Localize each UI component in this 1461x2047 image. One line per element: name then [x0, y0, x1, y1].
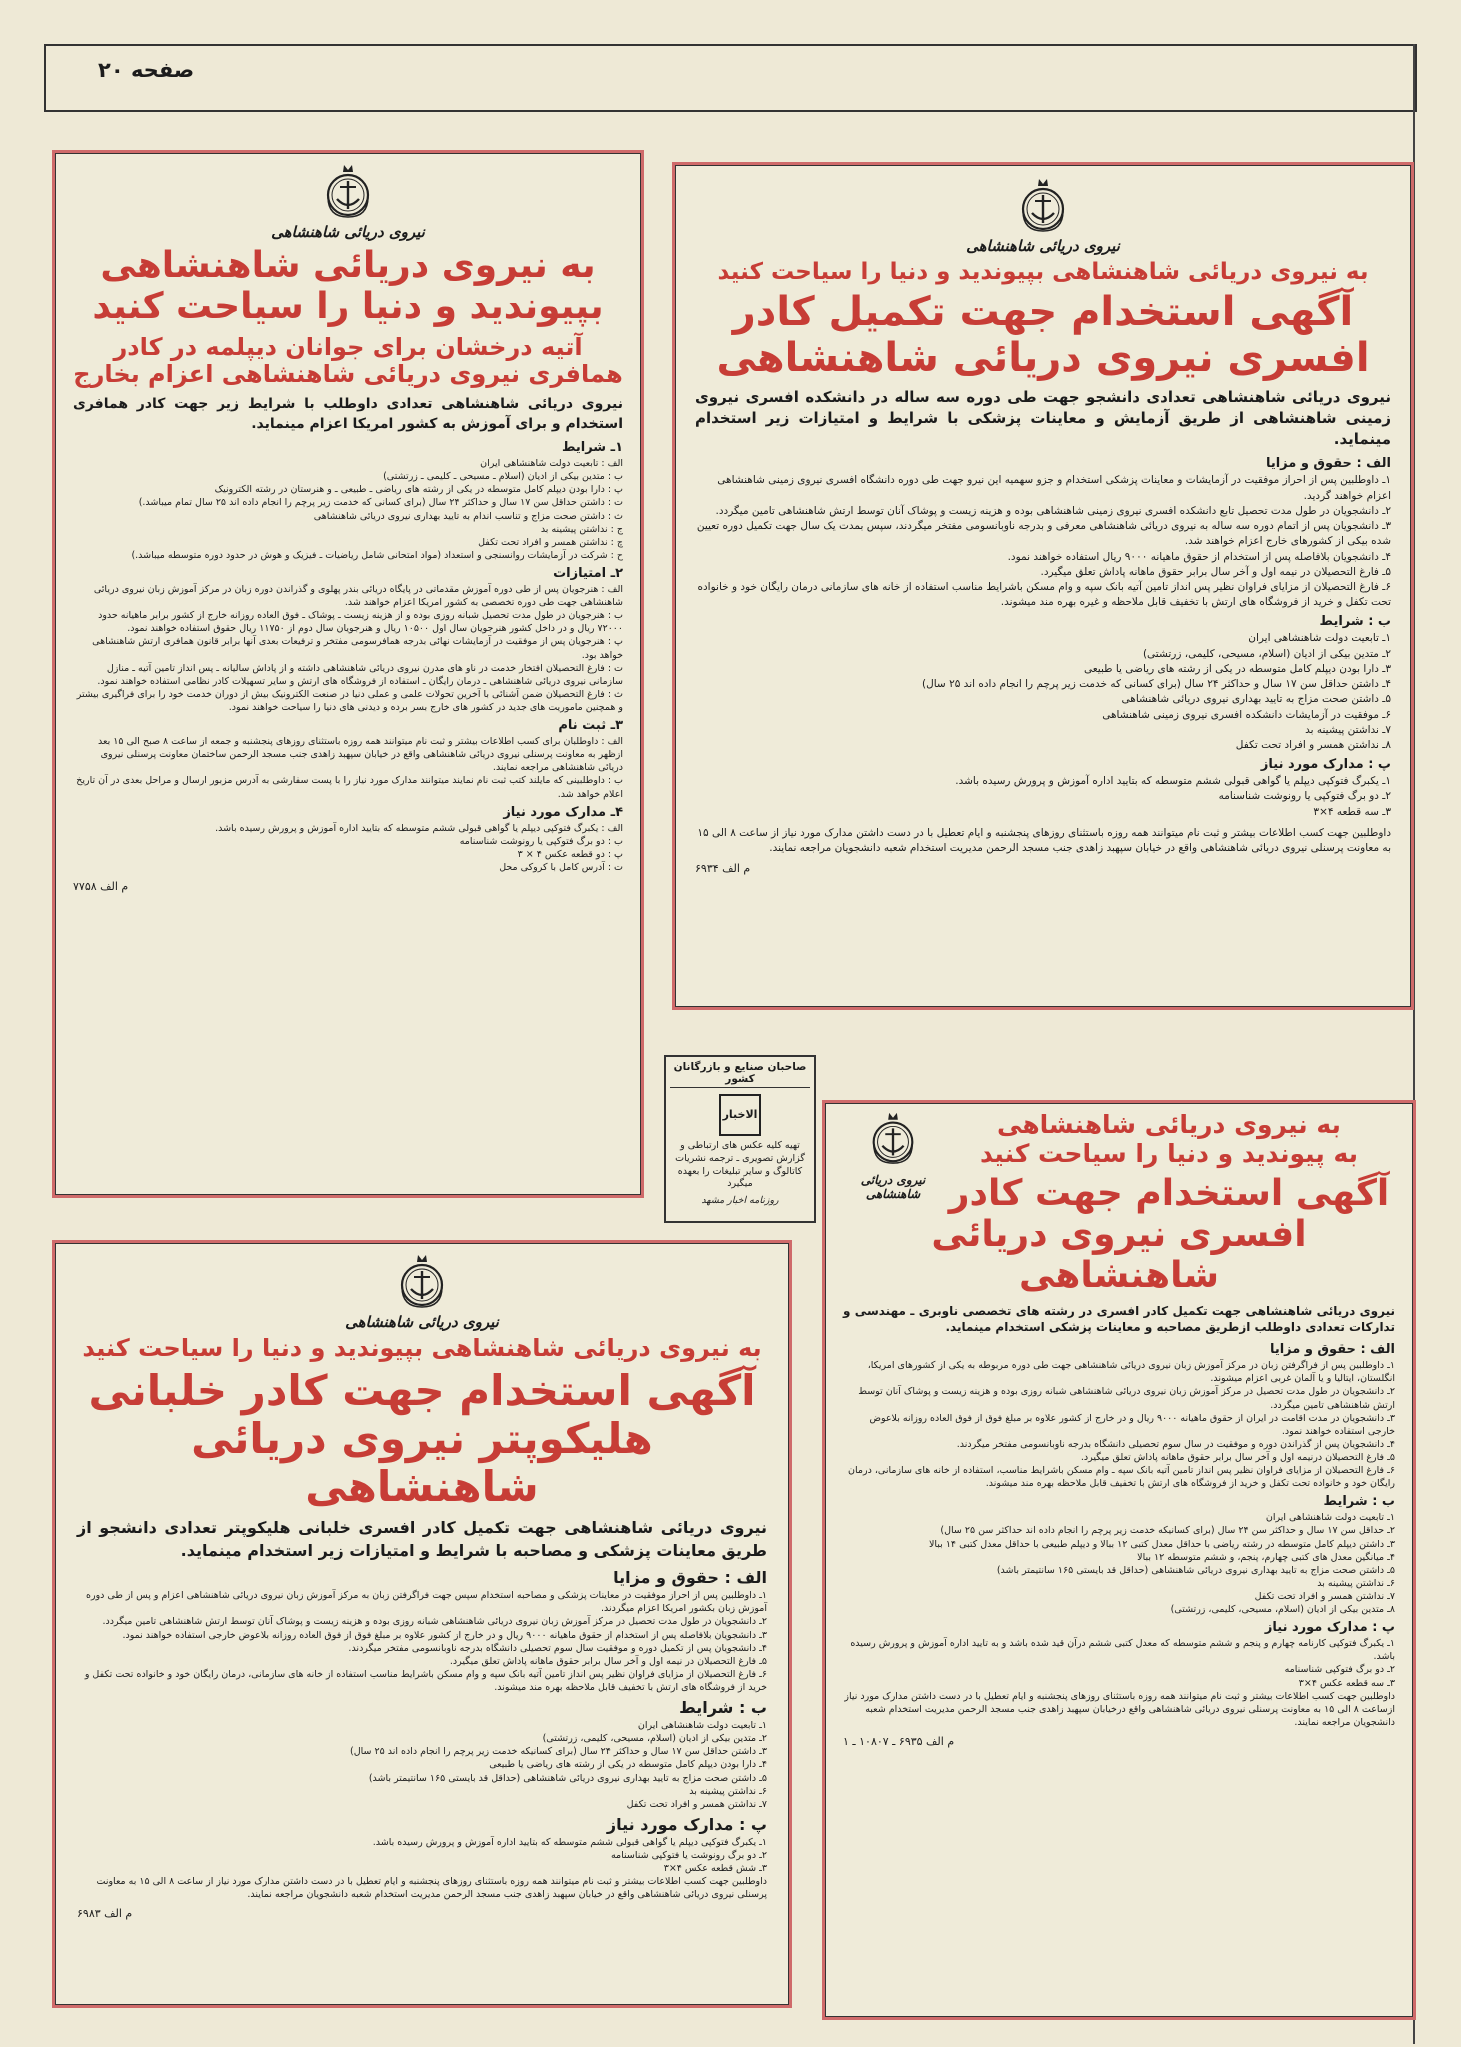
list-item: ۷ـ نداشتن همسر و افراد تحت تکفل: [1254, 1591, 1395, 1603]
list-item: ۶ـ نداشتن پیشینه بد: [1317, 1577, 1395, 1589]
list-item: ۳ـ دارا بودن دیپلم کامل متوسطه در یکی از رشته های ریاضی یا طبیعی: [1083, 662, 1391, 675]
ad-pretitle: به نیروی دریائی شاهنشاهی بپیوندید و دنیا را سیاحت کنید: [82, 1334, 762, 1362]
ad-officer-recruitment-specialist: [822, 1100, 1416, 2020]
ad-logo: [843, 1111, 943, 1205]
list-item: پ : هنرجویان پس از موفقیت در آزمایشات نهائی بدرجه همافرسومی مفتخر و ترفیعات بعدی آنها برابر قانون همافری ارتش شاهنشاهی خواهد بود.: [92, 636, 623, 661]
page-number: صفحه ۲۰: [98, 58, 195, 82]
list-item: ث : فارغ التحصیلان ضمن آشنائی با آخرین تحولات علمی و عملی دنیا در صنعت الکترونیک بیش از دوران خدمت خود را برای فراگیری بیشتر و همچنین ماموریت های جدید در کشور های خارج بسر برده و دیدنی های دنیا را سیاحت خواهند نمود.: [76, 688, 623, 714]
ad-intro: نیروی دریائی شاهنشاهی جهت تکمیل کادر افسری در رشته های تخصصی ناوبری ـ مهندسی و تدارکات تعدادی داوطلب ازطریق مصاحبه و معاینات پزشکی استخدام مینماید.: [843, 1303, 1395, 1335]
list-item: ۴ـ دانشجویان پس از گذراندن دوره و موفقیت در سال سوم تحصیلی دانشگاه بدرجه ناوبانسومی مفتخر میگردند.: [956, 1438, 1395, 1450]
brand-name: نیروی دریائی شاهنشاهی: [860, 1173, 926, 1201]
list-item: ۱ـ تابعیت دولت شاهنشاهی ایران: [1248, 632, 1391, 645]
ad-title: آگهی استخدام جهت کادر خلبانی: [88, 1365, 756, 1415]
brand-name: نیروی دریائی شاهنشاهی: [966, 237, 1120, 255]
section-heading: پ : مدارک مورد نیاز: [1264, 1620, 1395, 1636]
ad-officer-recruitment-3year: [672, 162, 1414, 1010]
section-heading: ۱ـ شرایط: [561, 440, 623, 456]
list-item: ۶ـ موفقیت در آزمایشات دانشکده افسری نیروی زمینی شاهنشاهی: [1102, 708, 1391, 721]
list-item: الف : هنرجویان پس از طی دوره آموزش مقدماتی در پایگاه دریائی بندر پهلوی و گذراندن دوره زبان در مرکز آموزش زبان نیروی دریائی شاهنشاهی جهت طی دوره تخصصی به کشور امریکا اعزام خواهند شد.: [93, 584, 623, 609]
list-item: ۲ـ دو برگ رونوشت یا فتوکپی شناسنامه: [610, 1850, 767, 1862]
list-item: ت : فارغ التحصیلان افتخار خدمت در ناو های مدرن نیروی دریائی شاهنشاهی داشته و از پاداش سالیانه ـ پس انداز تامین آتیه ـ منازل سازمانی نیروی دریائی شاهنشاهی ـ درمان رایگان ـ استفاده از فروشگاه های ارتش و سایر تسهیلات کادر نظامی استفاده خواهند نمود.: [97, 662, 623, 687]
list-item: ۵ـ داشتن صحت مزاج به تایید بهداری نیروی دریائی شاهنشاهی (حداقل قد بایستی ۱۶۵ سانتیمتر باشد): [368, 1772, 767, 1784]
list-item: ۲ـ دانشجویان در طول مدت تحصیل تابع دانشکده افسری نیروی زمینی شاهنشاهی بوده و هزینه زیست و پوشاک آنان توسط ارتش شاهنشاهی تامین میگردد.: [715, 504, 1391, 517]
ad-title: آگهی استخدام جهت کادر: [948, 1172, 1390, 1214]
section-heading: ۲ـ امتیازات: [553, 566, 623, 582]
ad-closing: داوطلبین جهت کسب اطلاعات بیشتر و ثبت نام میتوانند همه روزه باستثنای روزهای پنجشنبه و ایام تعطیل با در دست داشتن مدارک مورد نیاز از ساعت ۸ الی ۱۵ به معاونت پرسنلی نیروی دریائی شاهنشاهی واقع در خیابان سپهبد زاهدی جنب مسجد الرحمن مدیریت استخدام شعبه دانشجویان مراجعه نمایند.: [697, 826, 1391, 855]
section-heading: الف : حقوق و مزایا: [1265, 456, 1391, 472]
list-item: ۳ـ سه قطعه ۴×۳: [1313, 805, 1391, 818]
ad-subtitle-line2: همافری نیروی دریائی شاهنشاهی اعزام بخارج: [73, 360, 623, 389]
list-item: ۴ـ میانگین معدل های کتبی چهارم، پنجم، و ششم متوسطه ۱۲ ببالا: [1137, 1551, 1395, 1563]
list-item: ت : داشتن حداقل سن ۱۷ سال و حداکثر ۲۴ سال (برای کسانی که خدمت زیر پرچم را انجام داده اند ۲۵ سال تمام میباشد.): [138, 497, 623, 509]
list-item: ۲ـ متدین بیکی از ادیان (اسلام، مسیحی، کلیمی، زرتشتی): [542, 1733, 767, 1745]
section-heading: ب : شرایط: [679, 1698, 767, 1718]
ad-title-block: [943, 1111, 1395, 1214]
ad-title: به نیروی دریائی شاهنشاهی: [100, 245, 596, 286]
list-item: ۱ـ داوطلبین پس از فراگرفتن زبان در مرکز آموزش زبان نیروی دریائی شاهنشاهی جهت طی دوره مربوطه به یکی از کشورهای امریکا، انگلستان، ایتالیا و یا آلمان غربی اعزام میشوند.: [867, 1360, 1395, 1385]
list-item: ۵ـ داشتن صحت مزاج به تایید بهداری نیروی دریائی شاهنشاهی (حداقل قد بایستی ۱۶۵ سانتیمتر باشد): [996, 1564, 1395, 1576]
list-item: ۶ـ فارغ التحصیلان از مزایای فراوان نظیر پس انداز تامین آتیه بانک سپه و وام مسکن باشرایط مناسب استفاده از خانه های سازمانی درمان رایگان خود و خانواده تحت تکفل و خرید از فروشگاه های ارتش با تخفیف قابل ملاحظه و غیره بهره مند میشوند.: [697, 580, 1391, 609]
ad-reference: م الف ۶۹۳۴: [695, 862, 751, 876]
list-item: الف : تابعیت دولت شاهنشاهی ایران: [480, 458, 623, 470]
list-item: الف : یکبرگ فتوکپی دیپلم یا گواهی قبولی ششم متوسطه که بتایید اداره آموزش و پرورش رسیده باشد.: [215, 822, 623, 834]
list-item: ۵ـ فارغ التحصیلان درنیمه اول و آخر سال برابر حقوق ماهانه پاداش تعلق میگیرد.: [1080, 1452, 1395, 1464]
ad-title-line2: هلیکوپتر نیروی دریائی شاهنشاهی: [191, 1413, 653, 1512]
list-item: ۷ـ نداشتن پیشینه بد: [1305, 723, 1391, 736]
ad-pretitle: به نیروی دریائی شاهنشاهی: [997, 1110, 1341, 1139]
list-item: ۲ـ دو برگ فتوکپی یا رونوشت شناسنامه: [1218, 790, 1391, 803]
list-item: ۶ـ فارغ التحصیلان از مزایای فراوان نظیر پس انداز تامین آتیه بانک سپه ـ وام مسکن باشرایط مناسب، استفاده از خانه های سازمانی، درمان رایگان خود و خانواده تحت تکفل و خرید از فروشگاه های ارتش با تخفیف قابل ملاحظه بهره مند میشوند.: [848, 1465, 1395, 1490]
ad-helicopter-pilot-recruitment: [52, 1240, 792, 2008]
list-item: ۳ـ دانشجویان در مدت اقامت در ایران از حقوق ماهیانه ۹۰۰۰ ریال و در خارج از کشور علاوه بر مبلغ فوق از فوق العاده روزانه بلاعوض خارجی استفاده خواهند نمود.: [869, 1412, 1395, 1437]
list-item: ج : نداشتن پیشینه بد: [540, 523, 623, 535]
list-item: ۲ـ متدین بیکی از ادیان (اسلام، مسیحی، کلیمی، زرتشتی): [1142, 647, 1391, 660]
list-item: ۱ـ یکبرگ فتوکپی کارنامه چهارم و پنجم و ششم متوسطه که معدل کتبی ششم درآن قید شده باشد و به تایید اداره آموزش و پرورش رسیده باشد.: [850, 1638, 1395, 1663]
list-item: ب : هنرجویان در طول مدت تحصیل شبانه روزی بوده و از هزینه زیست ـ پوشاک ـ فوق العاده روزانه خارج از کشور برابر ماهیانه حدود ۷۲۰۰۰ ریال و در داخل کشور هنرجویان سال اول ۱۰۵۰۰ ریال و هنرجویان سال دوم از ۱۱۷۵۰ ریال حقوق استفاده خواهند نمود.: [98, 610, 623, 635]
list-item: ۱ـ تابعیت دولت شاهنشاهی ایران: [1265, 1512, 1395, 1524]
list-item: ۳ـ دانشجویان بلافاصله پس از استخدام از حقوق ماهیانه ۹۰۰۰ ریال و در خارج از کشور علاوه بر مبلغ فوق از فوق العاده روزانه بلاعوض خارجی استفاده خواهند نمود.: [122, 1629, 767, 1641]
navy-emblem-icon: [863, 1111, 923, 1167]
navy-emblem-icon: [391, 1253, 453, 1311]
press-box-text: تهیه کلیه عکس های ارتباطی و گزارش تصویری ـ ترجمه نشریات کاتالوگ و سایر تبلیغات را بعهده میگیرد: [675, 1140, 805, 1190]
list-item: ۲ـ حداقل سن ۱۷ سال و حداکثر سن ۲۴ سال (برای کسانیکه خدمت زیر پرچم را انجام داده اند حداکثر سن ۲۵ سال): [940, 1525, 1395, 1537]
list-item: ح : شرکت در آزمایشات روانسنجی و استعداد (مواد امتحانی شامل ریاضیات ـ فیزیک و هوش در حدود دوره متوسطه میباشد.): [131, 549, 623, 561]
list-item: ۳ـ سه قطعه عکس ۴×۳: [1298, 1677, 1395, 1689]
press-logo: الاخبار: [719, 1094, 761, 1136]
ad-closing: داوطلبین جهت کسب اطلاعات بیشتر و ثبت نام میتوانند همه روزه باستثنای روزهای پنجشنبه و ایام تعطیل با در دست داشتن مدارک مورد نیاز ازساعت ۸ الی ۱۵ به معاونت پرسنلی نیروی دریائی شاهنشاهی واقع درخیابان سپهبد زاهدی جنب مسجد الرحمن مدیریت استخدام شعبه دانشجویان مراجعه نمایند.: [844, 1690, 1395, 1728]
page-header-frame: [44, 44, 1417, 112]
list-item: ب : داوطلبینی که مایلند کتب ثبت نام نمایند میتوانند مدارک مورد نیاز را با پست سفارشی به آدرس مزبور ارسال و مراحل بعدی در آن تاریخ اعلام خواهد شد.: [76, 775, 623, 800]
press-box-footer: روزنامه اخبار مشهد: [701, 1195, 779, 1207]
list-item: ۱ـ داوطلبین پس از احراز موفقیت در آزمایشات و معاینات پزشکی استخدام و جزو سهمیه این نیرو جهت طی دوره دانشگاه افسری نیروی زمینی شاهنشاهی اعزام خواهند گردید.: [717, 474, 1391, 502]
section-heading: الف : حقوق و مزایا: [613, 1568, 767, 1588]
list-item: ۴ـ داشتن حداقل سن ۱۷ سال و حداکثر ۲۴ سال (برای کسانی که خدمت زیر پرچم را انجام داده اند ۲۵ سال): [922, 678, 1391, 691]
list-item: ۴ـ دانشجویان بلافاصله پس از استخدام از حقوق ماهیانه ۹۰۰۰ ریال استفاده خواهند نمود.: [1007, 550, 1391, 563]
brand-name: نیروی دریائی شاهنشاهی: [345, 1313, 499, 1331]
list-item: ۲ـ دانشجویان در طول مدت تحصیل در مرکز آموزش زبان نیروی دریائی شاهنشاهی شبانه روزی بوده و هزینه زیست و پوشاک آنان توسط ارتش شاهنشاهی تامین میگردد.: [858, 1386, 1395, 1411]
ad-intro: نیروی دریائی شاهنشاهی جهت تکمیل کادر افسری خلبانی هلیکوپتر تعدادی دانشجو از طریق معاینات پزشکی و مصاحبه با شرایط و امتیازات زیر استخدام مینماید.: [77, 1518, 767, 1560]
section-heading: ب : شرایط: [1323, 1494, 1395, 1510]
list-item: ۸ـ نداشتن همسر و افراد تحت تکفل: [1235, 738, 1391, 751]
ad-intro: نیروی دریائی شاهنشاهی تعدادی داوطلب با شرایط زیر جهت کادر همافری استخدام و برای آموزش به کشور امریکا اعزام مینماید.: [73, 395, 623, 432]
navy-emblem-icon: [317, 163, 379, 221]
ad-reference: م الف ۶۹۸۳: [77, 1907, 133, 1921]
list-item: ب : متدین بیکی از ادیان (اسلام ـ مسیحی ـ کلیمی ـ زرتشتی): [383, 471, 623, 483]
list-item: ۵ـ داشتن صحت مزاج به تایید بهداری نیروی دریائی شاهنشاهی: [1121, 693, 1391, 706]
section-heading: الف : حقوق و مزایا: [1269, 1342, 1395, 1358]
press-advert-box: [664, 1055, 816, 1223]
list-item: ب : دو برگ فتوکپی یا رونوشت شناسنامه: [459, 835, 623, 847]
press-box-title: صاحبان صنایع و بازرگانان کشور: [670, 1061, 810, 1088]
ad-homafar-recruitment: [52, 150, 644, 1198]
section-heading: پ : مدارک مورد نیاز: [606, 1814, 767, 1834]
navy-emblem-icon: [1012, 177, 1074, 235]
ad-title: آگهی استخدام جهت تکمیل کادر: [732, 289, 1354, 336]
list-item: الف : داوطلبان برای کسب اطلاعات بیشتر و ثبت نام میتوانند همه روزه باستثنای روزهای پنجشنبه و جمعه از ساعت ۸ صبح الی ۱۵ بعد ازظهر به معاونت پرسنلی نیروی دریائی شاهنشاهی واقع در خیابان سپهبد زاهدی جنب مسجد الرحمن ساختمان معاونت پرسنلی نیروی دریائی شاهنشاهی مراجعه نمایند.: [98, 736, 623, 774]
ad-closing: داوطلبین جهت کسب اطلاعات بیشتر و ثبت نام میتوانند همه روزه باستثنای روزهای پنجشنبه و ایام تعطیل با در دست داشتن مدارک مورد نیاز از ساعت ۸ الی ۱۵ به معاونت پرسنلی نیروی دریائی شاهنشاهی واقع در خیابان سپهبد زاهدی جنب مسجد الرحمن مدیریت استخدام شعبه دانشجویان مراجعه نمایند.: [96, 1876, 767, 1901]
list-item: ۴ـ دانشجویان پس از تکمیل دوره و موفقیت سال سوم تحصیلی دانشگاه بدرجه ناوبانسومی مفتخر میگردند.: [348, 1642, 767, 1654]
list-item: ۸ـ متدین بیکی از ادیان (اسلام، مسیحی، کلیمی، زرتشتی): [1170, 1604, 1395, 1616]
list-item: پ : دو قطعه عکس ۴ × ۳: [517, 848, 623, 860]
list-item: چ : نداشتن همسر و افراد تحت تکفل: [478, 536, 623, 548]
ad-subtitle: آتیه درخشان برای جوانان دیپلمه در کادر: [113, 332, 583, 361]
list-item: ت : آدرس کامل با کروکی محل: [499, 862, 623, 873]
brand-name: نیروی دریائی شاهنشاهی: [271, 223, 425, 241]
list-item: ۱ـ تابعیت دولت شاهنشاهی ایران: [637, 1720, 767, 1732]
list-item: ۵ـ فارغ التحصیلان در نیمه اول و آخر سال برابر حقوق ماهانه پاداش تعلق میگیرد.: [1040, 565, 1391, 578]
list-item: ۲ـ دو برگ فتوکپی شناسنامه: [1284, 1664, 1395, 1676]
list-item: ۱ـ یکبرگ فتوکپی دیپلم یا گواهی قبولی ششم متوسطه که بتایید اداره آموزش و پرورش رسیده باشد.: [372, 1836, 767, 1848]
list-item: ۴ـ دارا بودن دیپلم کامل متوسطه در یکی از رشته های ریاضی یا طبیعی: [489, 1759, 767, 1771]
list-item: ۳ـ شش قطعه عکس ۴×۳: [663, 1863, 767, 1875]
section-heading: ۳ـ ثبت نام: [558, 718, 623, 734]
list-item: ۳ـ داشتن حداقل سن ۱۷ سال و حداکثر ۲۴ سال (برای کسانیکه خدمت زیر پرچم را انجام داده اند ۲۵ سال): [349, 1746, 767, 1758]
list-item: ۲ـ دانشجویان در طول مدت تحصیل در مرکز آموزش زبان نیروی دریائی شاهنشاهی شبانه روزی بوده و هزینه زیست و پوشاک آنان توسط ارتش شاهنشاهی تامین میگردد.: [102, 1616, 767, 1628]
section-heading: پ : مدارک مورد نیاز: [1260, 757, 1391, 773]
list-item: ۳ـ داشتن دیپلم کامل متوسطه در رشته ریاضی با حداقل معدل کتبی ۱۲ ببالا و دیپلم طبیعی با حداقل معدل کتبی ۱۴ ببالا: [928, 1538, 1395, 1550]
section-heading: ۴ـ مدارک مورد نیاز: [503, 804, 623, 820]
list-item: ۶ـ نداشتن پیشینه بد: [689, 1785, 767, 1797]
list-item: ث : داشتن صحت مزاج و تناسب اندام به تایید بهداری نیروی دریائی شاهنشاهی: [313, 510, 623, 522]
ad-reference: م الف ۷۷۵۸: [73, 880, 129, 894]
list-item: ۱ـ یکبرگ فتوکپی دیپلم یا گواهی قبولی ششم متوسطه که بتایید اداره آموزش و پرورش رسیده باشد.: [955, 775, 1391, 788]
ad-pretitle: به نیروی دریائی شاهنشاهی بپیوندید و دنیا را سیاحت کنید: [717, 259, 1369, 285]
ad-intro: نیروی دریائی شاهنشاهی تعدادی دانشجو جهت طی دوره سه ساله در دانشکده افسری نیروی زمینی شاهنشاهی از طریق آزمایش و معاینات پزشکی با شرایط و امتیازات زیر استخدام مینماید.: [695, 388, 1391, 449]
list-item: ۱ـ داوطلبین پس از احراز موفقیت در معاینات پزشکی و مصاحبه استخدام سپس جهت فراگرفتن زبان به مرکز آموزش زبان نیروی دریائی شاهنشاهی اعزام و پس از طی دوره آموزش زبان بکشور امریکا اعزام میگردند.: [86, 1590, 767, 1615]
list-item: ۳ـ دانشجویان پس از اتمام دوره سه ساله به نیروی دریائی شاهنشاهی معرفی و بدرجه ناوبانسومی مفتخر میگردند، سپس بمدت یک سال جهت تکمیل دوره تعیین شده بیکی از کشورهای خارج اعزام خواهند شد.: [696, 520, 1391, 548]
ad-reference: م الف ۶۹۳۵ ـ ۱۰۸۰۷ ـ ۱: [843, 1735, 955, 1748]
ad-header: [843, 1111, 1395, 1214]
ad-title-line2: افسری نیروی دریائی شاهنشاهی: [931, 1213, 1307, 1297]
ad-title-line2: افسری نیروی دریائی شاهنشاهی: [716, 335, 1370, 382]
list-item: ۷ـ نداشتن همسر و افراد تحت تکفل: [626, 1798, 767, 1810]
list-item: ۵ـ فارغ التحصیلان در نیمه اول و آخر سال برابر حقوق ماهانه پاداش تعلق میگیرد.: [449, 1655, 767, 1667]
list-item: ۶ـ فارغ التحصیلان از مزایای فراوان نظیر پس انداز تامین آتیه بانک سپه و وام مسکن باشرایط مناسب استفاده از خانه های سازمانی، درمان رایگان خود و خانواده تحت تکفل و خرید از فروشگاه های ارتش با تخفیف قابل ملاحظه بهره مند میشوند.: [84, 1668, 767, 1694]
list-item: پ : دارا بودن دیپلم کامل متوسطه در یکی از رشته های ریاضی ـ طبیعی ـ و هنرستان در رشته الکترونیک: [214, 484, 623, 496]
ad-title-line2: بپیوندید و دنیا را سیاحت کنید: [92, 286, 604, 328]
ad-pretitle-line2: به پیوندید و دنیا را سیاحت کنید: [979, 1138, 1359, 1168]
section-heading: ب : شرایط: [1319, 614, 1391, 630]
